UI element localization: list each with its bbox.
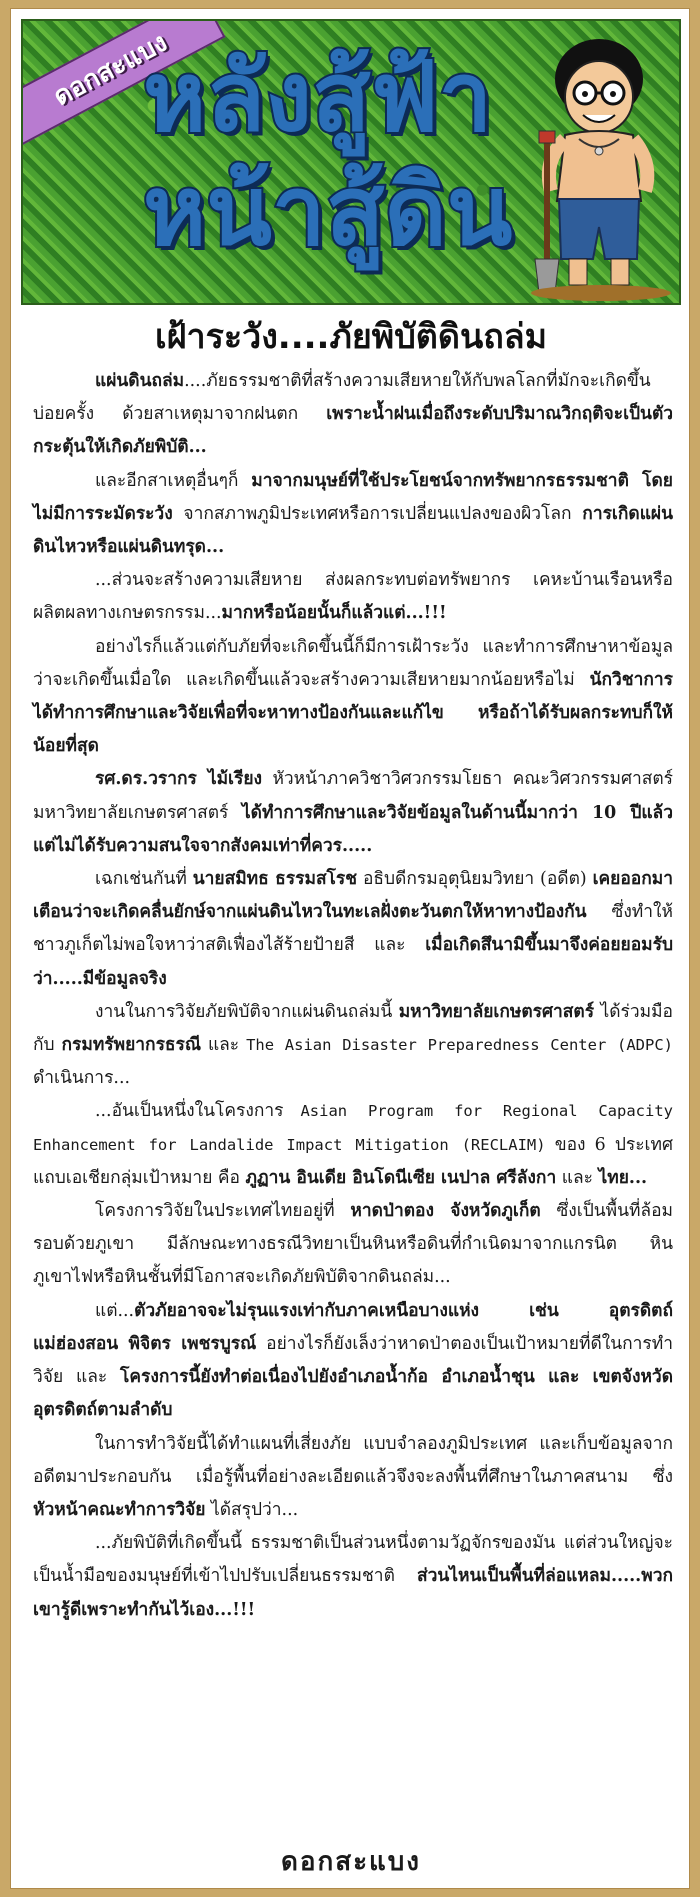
paragraph-10: [33, 1295, 673, 1428]
p5-bold-2: ได้ทำการศึกษาและวิจัยข้อมูลในด้านนี้มากว่า 10 ปีแล้ว แต่ไม่ได้รับความสนใจจากสังคมเท่าที่ควร.....: [33, 802, 673, 856]
paragraph-4: [33, 631, 673, 764]
p9-text-2: ซึ่งเป็นพื้นที่ล้อมรอบด้วยภูเขา มีลักษณะทางธรณีวิทยาเป็นหินหรือดินที่กำเนิดมาจากแกรนิต หินภูเขาไฟหรือหินชั้นที่มีโอกาสจะเกิดภัยพิบัติจากดินถล่ม...: [33, 1201, 673, 1288]
p7-text-1: งานในการวิจัยภัยพิบัติจากแผ่นดินถล่มนี้: [95, 1001, 399, 1022]
p5-text-1: หัวหน้าภาควิชาวิศวกรรมโยธา คณะวิศวกรรมศาสตร์ มหาวิทยาลัยเกษตรศาสตร์: [33, 769, 673, 823]
p12-text-1: ...ภัยพิบัติที่เกิดขึ้นนี้ ธรรมชาติเป็นส่วนหนึ่งตามวัฏจักรของมัน แต่ส่วนใหญ่จะเป็นน้ำมือของมนุษย์ที่เข้าไปปรับเปลี่ยนธรรมชาติ: [33, 1533, 673, 1587]
article-page: [10, 8, 690, 1889]
p11-text-2: ได้สรุปว่า...: [205, 1499, 299, 1520]
paragraph-2: [33, 465, 673, 565]
p8-english-1: Asian Program for Regional Capacity Enhancement for Landalide Impact Mitigation (RECLAIM): [33, 1102, 673, 1154]
p8-text-1: ...อันเป็นหนึ่งในโครงการ: [95, 1101, 301, 1122]
p4-text-1: อย่างไรก็แล้วแต่กับภัยที่จะเกิดขึ้นนี้ก็มีการเฝ้าระวัง และทำการศึกษาหาข้อมูลว่าจะเกิดขึ้นเมื่อใด และเกิดขึ้นแล้วจะสร้างความเสียหายมากน้อยหรือไม่: [33, 636, 673, 690]
p7-text-3: และ: [201, 1035, 247, 1056]
p3-text-1: ...ส่วนจะสร้างความเสียหาย ส่งผลกระทบต่อทรัพยากร เคหะบ้านเรือนหรือผลิตผลทางเกษตรกรรม...: [33, 570, 673, 624]
p7-text-4: ดำเนินการ...: [33, 1068, 130, 1089]
p2-text-2: จากสภาพภูมิประเทศหรือการเปลี่ยนแปลงของผิวโลก: [172, 503, 583, 524]
p6-text-2: อธิบดีกรมอุตุนิยมวิทยา (อดีต): [357, 869, 593, 890]
p1-text-1: ....ภัยธรรมชาติที่สร้างความเสียหายให้กับพลโลกที่มักจะเกิดขึ้นบ่อยครั้ง ด้วยสาเหตุมาจากฝนตก: [33, 371, 651, 425]
p6-bold-1: นายสมิทธ ธรรมสโรช: [192, 869, 358, 890]
p7-text-2: ได้ร่วมมือกับ: [33, 1001, 673, 1056]
p7-bold-2: กรมทรัพยากรธรณี: [61, 1035, 202, 1056]
p8-text-3: และ: [556, 1167, 599, 1188]
p2-bold-1: มาจากมนุษย์ที่ใช้ประโยชน์จากทรัพยากรธรรมชาติ โดยไม่มีการระมัดระวัง: [33, 470, 673, 524]
article-body: [33, 365, 673, 1627]
banner-title: [143, 41, 563, 267]
p7-english-1: The Asian Disaster Preparedness Center (ADPC): [246, 1036, 673, 1055]
banner-tag-text: ดอกสะแบง: [48, 27, 173, 112]
p10-bold-2: โครงการนี้ยังทำต่อเนื่องไปยังอำเภอน้ำก้อ อำเภอน้ำชุน และ เขตจังหวัดอุตรดิตถ์ตามลำดับ: [33, 1367, 673, 1421]
p12-bold-1: ส่วนไหนเป็นพื้นที่ล่อแหลม.....พวกเขารู้ดีเพราะทำกันไว้เอง...!!!: [33, 1566, 673, 1620]
author-signature: ดอกสะแบง: [280, 1847, 422, 1877]
banner-title-line1: หลังสู้ฟ้า: [143, 41, 493, 153]
p6-bold-2: เคยออกมาเตือนว่าจะเกิดคลื่นยักษ์จากแผ่นดินไหวในทะเลฝั่งตะวันตกให้หาทางป้องกัน: [33, 869, 673, 923]
p8-bold-2: ไทย...: [598, 1167, 648, 1188]
p1-bold-2: เพราะน้ำฝนเมื่อถึงระดับปริมาณวิกฤติจะเป็นตัวกระตุ้นให้เกิดภัยพิบัติ...: [33, 404, 673, 458]
p3-bold-1: มากหรือน้อยนั้นก็แล้วแต่...!!!: [221, 603, 447, 624]
p11-text-1: ในการทำวิจัยนี้ได้ทำแผนที่เสี่ยงภัย แบบจำลองภูมิประเทศ และเก็บข้อมูลจากอดีตมาประกอบกัน เมื่อรู้พื้นที่อย่างละเอียดแล้วจึงจะลงพื้นที่ศึกษาในภาคสนาม ซึ่ง: [33, 1433, 673, 1487]
p10-text-2: อย่างไรก็ยังเล็งว่าหาดป่าตองเป็นเป้าหมายที่ดีในการทำวิจัย และ: [33, 1333, 673, 1388]
p9-bold-1: หาดป่าตอง จังหวัดภูเก็ต: [350, 1201, 541, 1222]
p5-bold-1: รศ.ดร.วรากร ไม้เรียง: [95, 769, 263, 790]
paragraph-12: [33, 1527, 673, 1627]
p8-bold-1: ภูฏาน อินเดีย อินโดนีเซีย เนปาล ศรีลังกา: [245, 1167, 557, 1188]
p7-bold-1: มหาวิทยาลัยเกษตรศาสตร์: [398, 1001, 595, 1022]
p4-bold-1: นักวิชาการได้ทำการศึกษาและวิจัยเพื่อที่จะหาทางป้องกันและแก้ไข หรือถ้าได้รับผลกระทบก็ให้น้อยที่สุด: [33, 669, 673, 757]
p2-text-1: และอีกสาเหตุอื่นๆก็: [95, 470, 252, 491]
paragraph-3: [33, 564, 673, 630]
p10-text-1: แต่...: [95, 1300, 135, 1321]
farmer-caricature-icon: [521, 31, 671, 301]
p2-bold-2: การเกิดแผ่นดินไหวหรือแผ่นดินทรุด...: [33, 503, 673, 558]
paragraph-1: [33, 365, 673, 465]
column-banner: [21, 19, 681, 305]
p1-bold-1: แผ่นดินถล่ม: [95, 371, 185, 391]
paragraph-6: [33, 863, 673, 996]
paragraph-7: [33, 996, 673, 1096]
p6-text-3: ซึ่งทำให้ชาวภูเก็ตไม่พอใจหาว่าสติเฟื่องไส้ร้ายป้ายสี และ: [33, 902, 673, 956]
p8-text-2: ของ 6 ประเทศแถบเอเชียกลุ่มเป้าหมาย คือ: [33, 1134, 674, 1188]
p6-text-1: เฉกเช่นกันที่: [95, 869, 193, 890]
paragraph-11: [33, 1428, 673, 1528]
paragraph-9: [33, 1195, 673, 1295]
p6-bold-3: เมื่อเกิดสึนามิขึ้นมาจึงค่อยยอมรับว่า.....มีข้อมูลจริง: [33, 935, 673, 989]
article-headline: เฝ้าระวัง....ภัยพิบัติดินถล่ม: [154, 317, 548, 357]
p11-bold-1: หัวหน้าคณะทำการวิจัย: [33, 1499, 206, 1520]
p9-text-1: โครงการวิจัยในประเทศไทยอยู่ที่: [95, 1201, 351, 1222]
paragraph-5: [33, 763, 673, 863]
p10-bold-1: ตัวภัยอาจจะไม่รุนแรงเท่ากับภาคเหนือบางแห่ง เช่น อุตรดิตถ์ แม่ฮ่องสอน พิจิตร เพชรบูรณ์: [33, 1300, 673, 1354]
banner-title-line2: หน้าสู้ดิน: [143, 155, 513, 267]
paragraph-8: [33, 1095, 673, 1195]
